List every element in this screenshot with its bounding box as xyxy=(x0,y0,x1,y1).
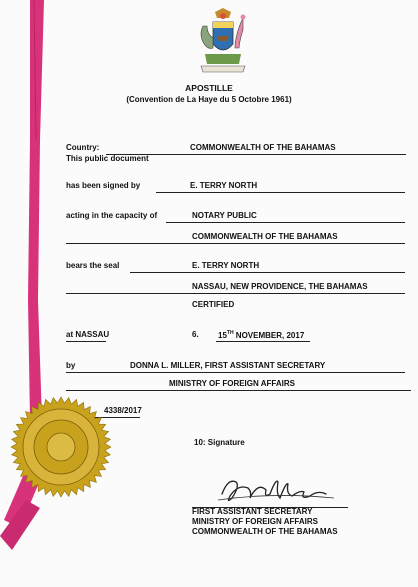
coat-of-arms-icon xyxy=(193,8,253,74)
gold-seal-icon xyxy=(8,394,114,500)
doc-label: This public document xyxy=(66,154,149,163)
apostille-title: APOSTILLE xyxy=(185,83,233,93)
by-rule xyxy=(66,372,405,373)
country-rule xyxy=(106,154,406,155)
convention-subtitle: (Convention de La Haye du 5 Octobre 1961) xyxy=(126,95,292,104)
at-label: at NASSAU xyxy=(66,330,110,339)
seal-rule xyxy=(130,272,405,273)
signature-image xyxy=(214,472,344,508)
signatory-line-1: FIRST ASSISTANT SECRETARY xyxy=(192,507,313,516)
capacity-rule-2 xyxy=(66,243,405,244)
seal-value: E. TERRY NORTH xyxy=(192,261,260,270)
capacity-rule xyxy=(166,222,405,223)
signed-label: has been signed by xyxy=(66,181,141,190)
certified-label: CERTIFIED xyxy=(192,300,235,309)
capacity-label: acting in the capacity of xyxy=(66,211,158,220)
by-rule-2 xyxy=(66,390,411,391)
issue-date: 15TH NOVEMBER, 2017 xyxy=(218,330,305,340)
capacity-value: NOTARY PUBLIC xyxy=(192,211,257,220)
signatory-line-3: COMMONWEALTH OF THE BAHAMAS xyxy=(192,527,338,536)
number-value: 4338/2017 xyxy=(104,406,142,415)
seal-value-2: NASSAU, NEW PROVIDENCE, THE BAHAMAS xyxy=(192,282,368,291)
capacity-value-2: COMMONWEALTH OF THE BAHAMAS xyxy=(192,232,338,241)
by-value-2: MINISTRY OF FOREIGN AFFAIRS xyxy=(169,379,295,388)
by-value: DONNA L. MILLER, FIRST ASSISTANT SECRETARY xyxy=(130,361,326,370)
country-label: Country: xyxy=(66,143,100,152)
signed-rule xyxy=(156,192,405,193)
seal-label: bears the seal xyxy=(66,261,120,270)
signed-value: E. TERRY NORTH xyxy=(190,181,258,190)
item-six: 6. xyxy=(192,330,199,339)
signature-label: 10: Signature xyxy=(194,438,245,447)
seal-rule-2 xyxy=(66,293,405,294)
signatory-line-2: MINISTRY OF FOREIGN AFFAIRS xyxy=(192,517,318,526)
country-value: COMMONWEALTH OF THE BAHAMAS xyxy=(190,143,336,152)
by-label: by xyxy=(66,361,76,370)
date-rule xyxy=(216,341,310,342)
